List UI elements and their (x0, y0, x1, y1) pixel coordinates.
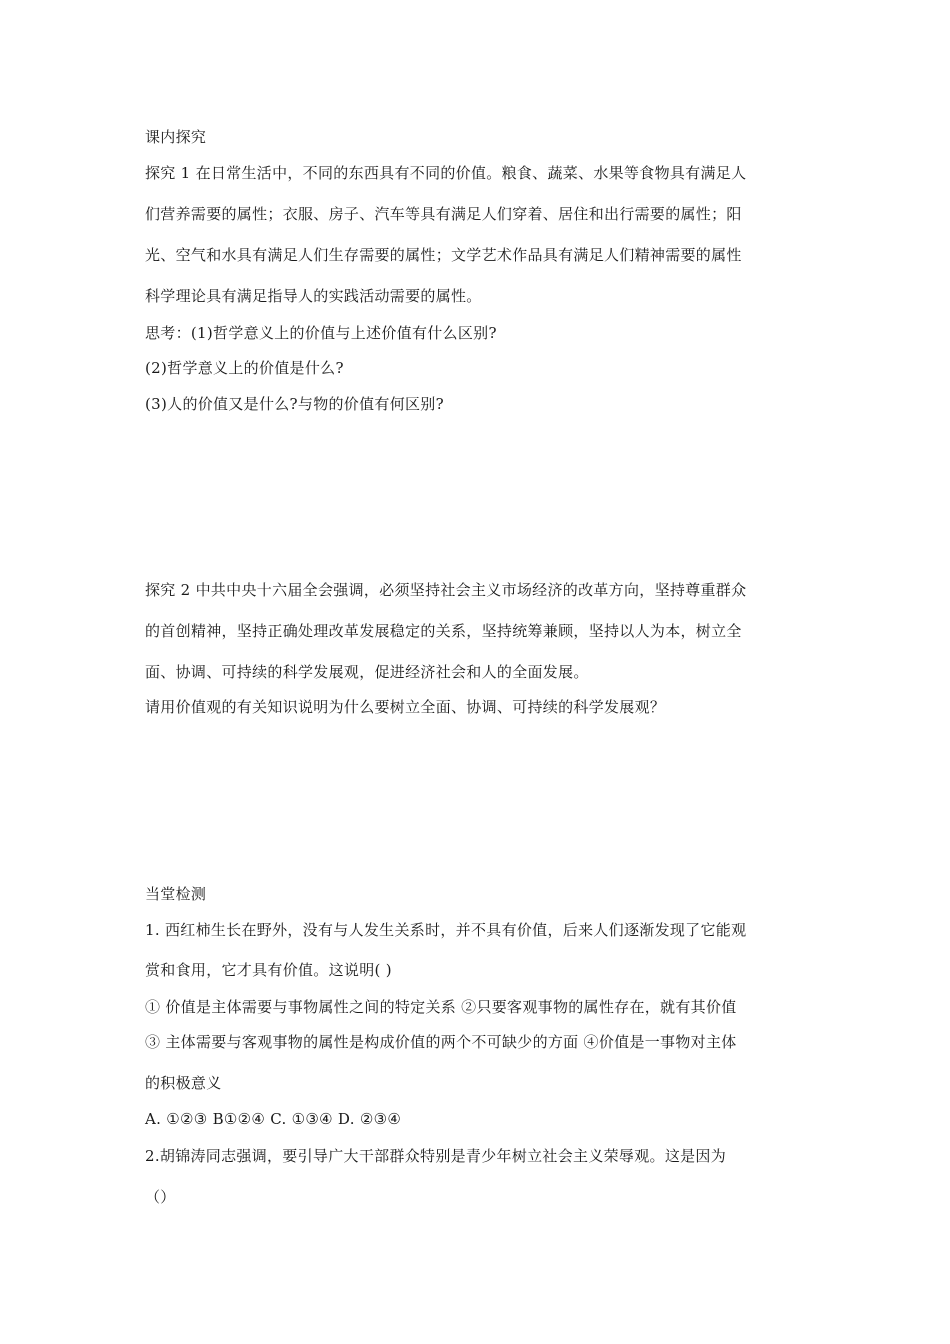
inquiry-2-line: 探究 2 中共中央十六届全会强调，必须坚持社会主义市场经济的改革方向，坚持尊重群众 (145, 581, 747, 599)
inquiry-1-question: (3)人的价值又是什么?与物的价值有何区别? (145, 395, 444, 413)
question-1-line: 1. 西红柿生长在野外，没有与人发生关系时，并不具有价值，后来人们逐渐发现了它能观 (145, 921, 747, 939)
question-1-statement: ① 价值是主体需要与事物属性之间的特定关系 ②只要客观事物的属性存在，就有其价值 (145, 998, 737, 1016)
question-1-statement: ③ 主体需要与客观事物的属性是构成价值的两个不可缺少的方面 ④价值是一事物对主体 (145, 1033, 737, 1051)
question-2-line: 2.胡锦涛同志强调，要引导广大干部群众特别是青少年树立社会主义荣辱观。这是因为 (145, 1147, 727, 1165)
inquiry-1-line: 光、空气和水具有满足人们生存需要的属性；文学艺术作品具有满足人们精神需要的属性 (145, 246, 742, 264)
question-1-statement: 的积极意义 (145, 1074, 222, 1092)
inquiry-1-line: 探究 1 在日常生活中，不同的东西具有不同的价值。粮食、蔬菜、水果等食物具有满足人 (145, 164, 747, 182)
inquiry-1-question: (2)哲学意义上的价值是什么? (145, 359, 344, 377)
inquiry-1-line: 们营养需要的属性；衣服、房子、汽车等具有满足人们穿着、居住和出行需要的属性；阳 (145, 205, 742, 223)
question-1-line: 赏和食用，它才具有价值。这说明( ) (145, 961, 392, 979)
question-1-options: A. ①②③ B①②④ C. ①③④ D. ②③④ (145, 1110, 402, 1128)
section-heading-test: 当堂检测 (145, 885, 207, 903)
question-2-line: （） (145, 1188, 176, 1206)
inquiry-1-line: 科学理论具有满足指导人的实践活动需要的属性。 (145, 287, 482, 305)
inquiry-2-line: 的首创精神，坚持正确处理改革发展稳定的关系，坚持统筹兼顾，坚持以人为本，树立全 (145, 622, 742, 640)
inquiry-1-question: 思考：(1)哲学意义上的价值与上述价值有什么区别? (145, 324, 497, 342)
inquiry-2-line: 面、协调、可持续的科学发展观，促进经济社会和人的全面发展。 (145, 663, 589, 681)
inquiry-2-question: 请用价值观的有关知识说明为什么要树立全面、协调、可持续的科学发展观？ (145, 698, 666, 716)
section-heading-inquiry: 课内探究 (145, 128, 207, 146)
